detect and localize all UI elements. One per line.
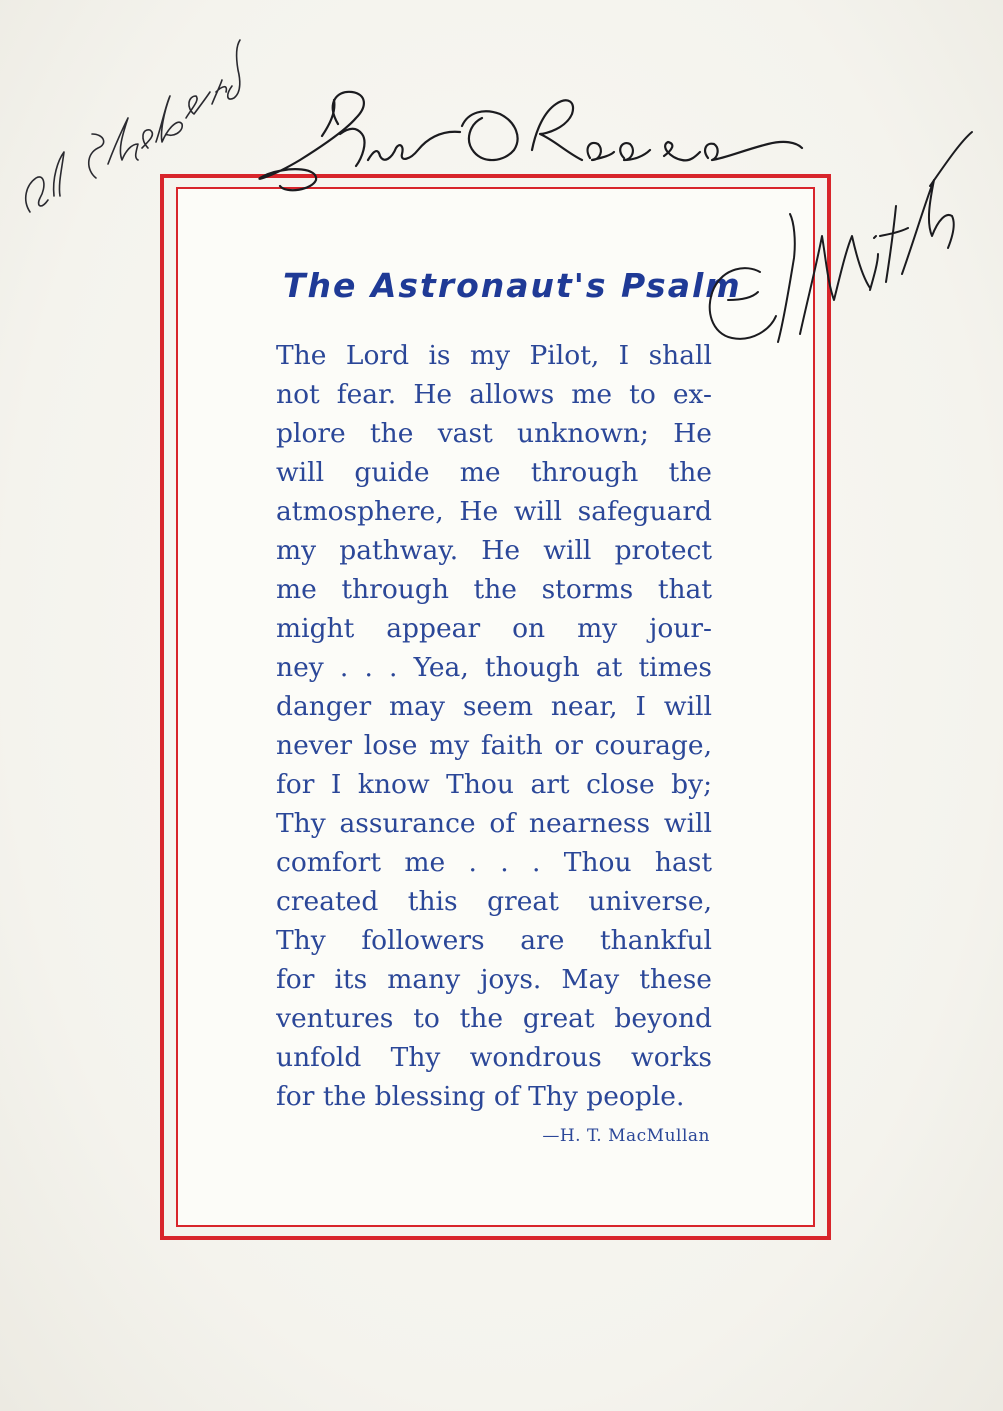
attribution: —H. T. MacMullan <box>542 1126 710 1146</box>
psalm-line: created this great universe, <box>276 886 712 917</box>
psalm-line: will guide me through the <box>276 457 712 488</box>
psalm-title: The Astronaut's Psalm <box>283 266 742 305</box>
psalm-line: never lose my faith or courage, <box>276 730 712 761</box>
psalm-line: danger may seem near, I will <box>276 691 712 722</box>
psalm-text <box>276 336 712 1116</box>
psalm-line: for its many joys. May these <box>276 964 712 995</box>
psalm-line: plore the vast unknown; He <box>276 418 712 449</box>
psalm-line: The Lord is my Pilot, I shall <box>276 340 712 371</box>
psalm-line: might appear on my jour- <box>276 613 712 644</box>
psalm-line: atmosphere, He will safeguard <box>276 496 712 527</box>
psalm-line: unfold Thy wondrous works <box>276 1042 712 1073</box>
psalm-line: not fear. He allows me to ex- <box>276 379 712 410</box>
psalm-line: my pathway. He will protect <box>276 535 712 566</box>
psalm-line: ney . . . Yea, though at times <box>276 652 712 683</box>
psalm-line: Thy followers are thankful <box>276 925 712 956</box>
psalm-line: comfort me . . . Thou hast <box>276 847 712 878</box>
psalm-line: for the blessing of Thy people. <box>276 1081 685 1112</box>
psalm-line: for I know Thou art close by; <box>276 769 712 800</box>
psalm-line: ventures to the great beyond <box>276 1003 712 1034</box>
psalm-line: Thy assurance of nearness will <box>276 808 712 839</box>
psalm-line: me through the storms that <box>276 574 712 605</box>
